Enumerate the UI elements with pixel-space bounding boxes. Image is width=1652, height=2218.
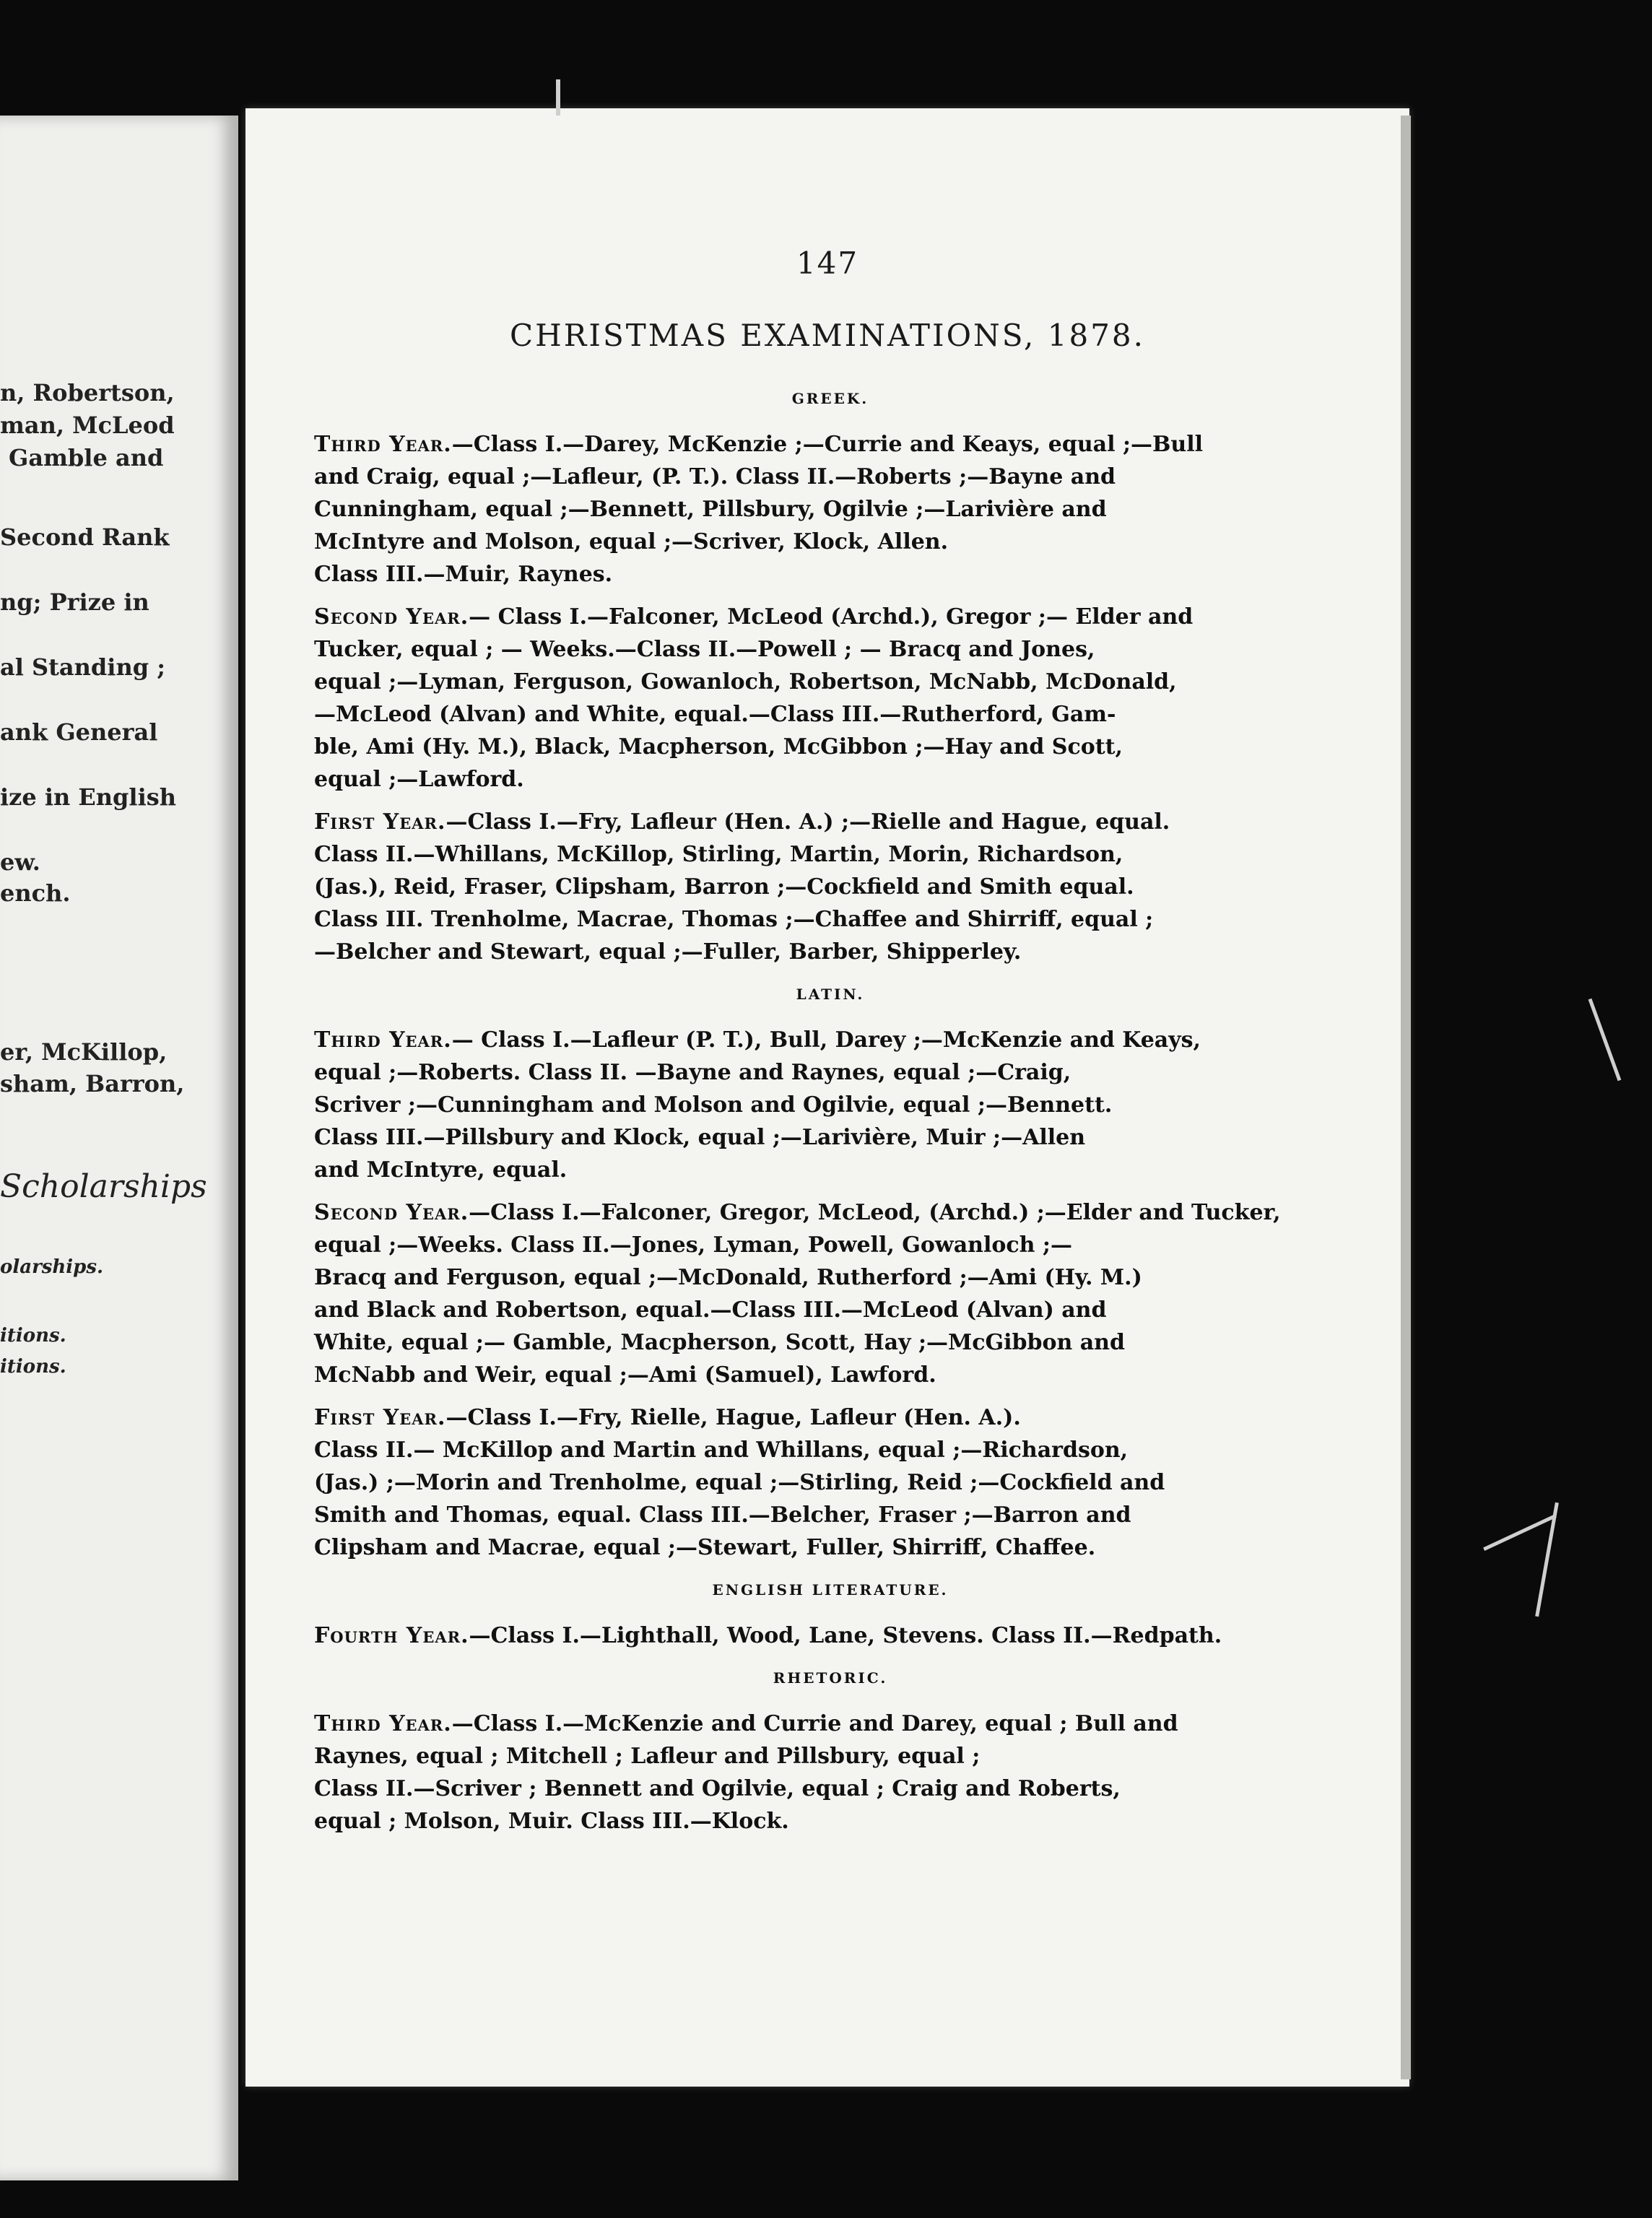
entry-line: equal ;—Weeks. Class II.—Jones, Lyman, Powell, Gowanloch ;— (314, 1232, 1072, 1258)
entry-line: White, equal ;— Gamble, Macpherson, Scott, Hay ;—McGibbon and (314, 1330, 1125, 1355)
entry-line: McNabb and Weir, equal ;—Ami (Samuel), Lawford. (314, 1362, 936, 1388)
entry-line: ble, Ami (Hy. M.), Black, Macpherson, McGibbon ;—Hay and Scott, (314, 734, 1123, 760)
year-label: Third Year. (314, 432, 452, 457)
left-line: ew. (0, 848, 40, 876)
section-heading-english-literature: ENGLISH LITERATURE. (712, 1581, 949, 1599)
scan-mark (556, 79, 560, 116)
entry-line: —Class I.—McKenzie and Currie and Darey, equal ; Bull and (451, 1711, 1178, 1736)
entry-line: —McLeod (Alvan) and White, equal.—Class III.—Rutherford, Gam- (314, 702, 1116, 727)
year-label: First Year. (314, 809, 446, 835)
entry-latin-second-year (314, 1196, 1347, 1391)
entry-line: Bracq and Ferguson, equal ;—McDonald, Rutherford ;—Ami (Hy. M.) (314, 1265, 1142, 1290)
left-line: ng; Prize in (0, 588, 149, 616)
left-line: ench. (0, 879, 71, 907)
entry-line: —Class I.—Lighthall, Wood, Lane, Stevens. Class II.—Redpath. (469, 1623, 1222, 1648)
section-heading-rhetoric: RHETORIC. (773, 1669, 888, 1687)
left-line: itions. (0, 1356, 66, 1378)
left-line: n, Robertson, (0, 379, 175, 406)
entry-line: —Class I.—Fry, Rielle, Hague, Lafleur (Hen. A.). (445, 1405, 1021, 1430)
scan-mark (1588, 999, 1622, 1081)
entry-line: — Class I.—Falconer, McLeod (Archd.), Gregor ;— Elder and (469, 604, 1194, 630)
entry-line: — Class I.—Lafleur (P. T.), Bull, Darey ;—McKenzie and Keays, (451, 1027, 1201, 1053)
entry-line: and McIntyre, equal. (314, 1157, 568, 1183)
entry-line: Class II.— McKillop and Martin and Whillans, equal ;—Richardson, (314, 1438, 1129, 1463)
year-label: Second Year. (314, 1200, 469, 1225)
entry-line: —Class I.—Fry, Lafleur (Hen. A.) ;—Rielle and Hague, equal. (445, 809, 1170, 835)
page-title: CHRISTMAS EXAMINATIONS, 1878. (510, 318, 1145, 353)
entry-latin-third-year (314, 1024, 1347, 1186)
left-line: itions. (0, 1325, 66, 1347)
left-line: Second Rank (0, 523, 170, 551)
entry-line: Class III.—Muir, Raynes. (314, 562, 613, 587)
entry-line: Tucker, equal ; — Weeks.—Class II.—Powell ; — Bracq and Jones, (314, 637, 1095, 662)
entry-greek-third-year (314, 428, 1347, 591)
entry-line: Scriver ;—Cunningham and Molson and Ogilvie, equal ;—Bennett. (314, 1092, 1113, 1118)
entry-line: —Belcher and Stewart, equal ;—Fuller, Barber, Shipperley. (314, 939, 1022, 965)
year-label: Third Year. (314, 1027, 452, 1053)
left-line: al Standing ; (0, 653, 166, 681)
entry-line: equal ;—Roberts. Class II. —Bayne and Raynes, equal ;—Craig, (314, 1060, 1071, 1085)
page-number: 147 (796, 245, 859, 281)
entry-line: —Class I.—Darey, McKenzie ;—Currie and Keays, equal ;—Bull (451, 432, 1203, 457)
section-heading-latin: LATIN. (796, 986, 865, 1003)
previous-page-fragment (0, 116, 238, 2180)
entry-line: Raynes, equal ; Mitchell ; Lafleur and Pillsbury, equal ; (314, 1744, 981, 1769)
entry-line: Class II.—Scriver ; Bennett and Ogilvie, equal ; Craig and Roberts, (314, 1776, 1121, 1801)
entry-line: Smith and Thomas, equal. Class III.—Belcher, Fraser ;—Barron and (314, 1502, 1131, 1528)
entry-line: (Jas.), Reid, Fraser, Clipsham, Barron ;—Cockfield and Smith equal. (314, 874, 1134, 900)
left-line: ank General (0, 718, 158, 746)
year-label: Second Year. (314, 604, 469, 630)
entry-latin-first-year (314, 1401, 1347, 1564)
section-heading-greek: GREEK. (791, 390, 869, 407)
left-line: Gamble and (9, 444, 164, 471)
entry-line: equal ;—Lawford. (314, 767, 524, 792)
entry-line: (Jas.) ;—Morin and Trenholme, equal ;—Stirling, Reid ;—Cockfield and (314, 1470, 1165, 1495)
page (245, 108, 1409, 2087)
entry-line: equal ;—Lyman, Ferguson, Gowanloch, Robertson, McNabb, McDonald, (314, 669, 1177, 695)
entry-english-fourth-year (314, 1619, 1347, 1652)
left-line: er, McKillop, (0, 1038, 168, 1066)
entry-line: Cunningham, equal ;—Bennett, Pillsbury, Ogilvie ;—Larivière and (314, 497, 1107, 522)
entry-line: and Craig, equal ;—Lafleur, (P. T.). Class II.—Roberts ;—Bayne and (314, 464, 1116, 490)
entry-line: and Black and Robertson, equal.—Class III.—McLeod (Alvan) and (314, 1297, 1107, 1323)
year-label: First Year. (314, 1405, 446, 1430)
left-line: ize in English (0, 783, 177, 811)
left-line: man, McLeod (0, 412, 175, 439)
entry-greek-first-year (314, 806, 1347, 968)
year-label: Fourth Year. (314, 1623, 469, 1648)
entry-line: Class III.—Pillsbury and Klock, equal ;—Larivière, Muir ;—Allen (314, 1125, 1086, 1150)
entry-line: Clipsham and Macrae, equal ;—Stewart, Fuller, Shirriff, Chaffee. (314, 1535, 1096, 1560)
entry-line: equal ; Molson, Muir. Class III.—Klock. (314, 1809, 789, 1834)
entry-line: Class II.—Whillans, McKillop, Stirling, Martin, Morin, Richardson, (314, 842, 1123, 867)
entry-line: McIntyre and Molson, equal ;—Scriver, Klock, Allen. (314, 529, 949, 554)
entry-rhetoric-third-year (314, 1708, 1347, 1838)
left-line: olarships. (0, 1256, 104, 1278)
left-line-heading: Scholarships (0, 1168, 207, 1205)
entry-line: Class III. Trenholme, Macrae, Thomas ;—Chaffee and Shirriff, equal ; (314, 907, 1154, 932)
entry-line: —Class I.—Falconer, Gregor, McLeod, (Archd.) ;—Elder and Tucker, (469, 1200, 1281, 1225)
page-edge-shadow (1401, 116, 1411, 2079)
entry-greek-second-year (314, 601, 1347, 796)
page-content (314, 375, 1347, 1848)
scan-mark (1483, 1514, 1557, 1551)
left-line: sham, Barron, (0, 1070, 185, 1097)
year-label: Third Year. (314, 1711, 452, 1736)
